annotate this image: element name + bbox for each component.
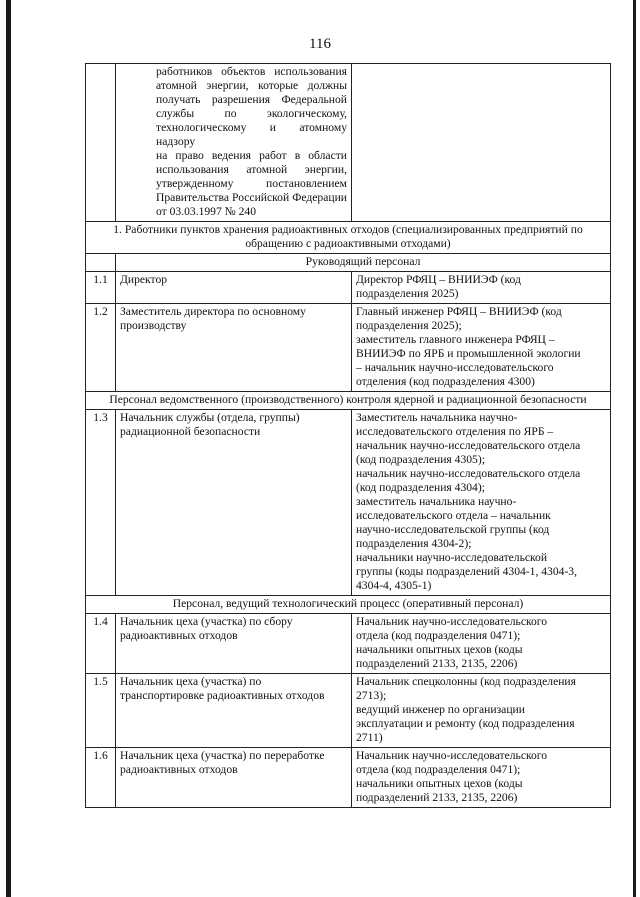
group-row xyxy=(86,392,611,410)
position-cell: Начальник цеха (участка) по переработке радиоактивных отходов xyxy=(116,748,352,808)
org-cell xyxy=(352,674,611,748)
continuation-line: работников объектов использования xyxy=(156,65,347,78)
row-number: 1.4 xyxy=(86,614,116,674)
group-control-title: Персонал ведомственного (производственного) контроля ядерной и радиационной безопасности xyxy=(86,392,611,410)
group-row xyxy=(86,596,611,614)
org-cell xyxy=(352,410,611,596)
table-row xyxy=(86,304,611,392)
position-cell: Заместитель директора по основному производству xyxy=(116,304,352,392)
scan-edge-left xyxy=(6,0,11,897)
continuation-line: от 03.03.1997 № 240 xyxy=(156,205,257,218)
org-line: Заместитель начальника научно- xyxy=(356,411,518,424)
org-line: подразделений 2133, 2135, 2206) xyxy=(356,657,518,670)
table-row xyxy=(86,614,611,674)
org-line: начальники научно-исследовательской xyxy=(356,551,548,564)
group-management-title: Руководящий персонал xyxy=(116,254,611,272)
org-line: начальник научно-исследовательского отдела xyxy=(356,467,581,480)
position-cell: Директор xyxy=(116,272,352,304)
continuation-cell xyxy=(116,64,352,222)
org-line: подразделения 2025) xyxy=(356,287,459,300)
org-line: заместитель начальника научно- xyxy=(356,495,517,508)
org-line: ВНИИЭФ по ЯРБ и промышленной экологии xyxy=(356,347,581,360)
org-line: исследовательского отделения по ЯРБ – xyxy=(356,425,554,438)
org-line: эксплуатации и ремонту (код подразделения xyxy=(356,717,575,730)
group-row xyxy=(86,254,611,272)
continuation-line: технологическому и атомному надзору xyxy=(156,121,347,148)
table-row xyxy=(86,748,611,808)
row-number: 1.3 xyxy=(86,410,116,596)
org-line: ведущий инженер по организации xyxy=(356,703,525,716)
row-number: 1.5 xyxy=(86,674,116,748)
scan-edge-right xyxy=(633,0,636,897)
org-line: подразделения 2025); xyxy=(356,319,462,332)
section-title-row xyxy=(86,222,611,254)
positions-table xyxy=(85,63,611,808)
continuation-line: утвержденному постановлением xyxy=(156,177,347,190)
org-line: подразделения 4304-2); xyxy=(356,537,472,550)
position-cell: Начальник цеха (участка) по сбору радиоактивных отходов xyxy=(116,614,352,674)
org-line: Начальник спецколонны (код подразделения xyxy=(356,675,576,688)
continuation-line: службы по экологическому, xyxy=(156,107,347,120)
org-cell xyxy=(352,64,611,222)
org-line: 2713); xyxy=(356,689,387,702)
num-cell xyxy=(86,64,116,222)
continuation-line: атомной энергии, которые должны xyxy=(156,79,347,92)
group-operational-title: Персонал, ведущий технологический процесс (оперативный персонал) xyxy=(86,596,611,614)
org-line: научно-исследовательской группы (код xyxy=(356,523,550,536)
org-line: 2711) xyxy=(356,731,383,744)
org-line: группы (коды подразделений 4304-1, 4304-3, xyxy=(356,565,577,578)
section-title: 1. Работники пунктов хранения радиоактивных отходов (специализированных предприятий по обращению с радиоактивными отходами) xyxy=(86,222,611,254)
continuation-line: использования атомной энергии, xyxy=(156,163,347,176)
org-line: отдела (код подразделения 0471); xyxy=(356,763,521,776)
num-cell xyxy=(86,254,116,272)
org-line: начальники опытных цехов (коды xyxy=(356,643,523,656)
table-row xyxy=(86,410,611,596)
org-line: 4304-4, 4305-1) xyxy=(356,579,432,592)
org-line: Начальник научно-исследовательского xyxy=(356,749,548,762)
org-cell xyxy=(352,304,611,392)
row-number: 1.1 xyxy=(86,272,116,304)
continuation-line: Правительства Российской Федерации xyxy=(156,191,347,204)
org-cell xyxy=(352,748,611,808)
row-number: 1.2 xyxy=(86,304,116,392)
org-cell xyxy=(352,272,611,304)
continuation-line: на право ведения работ в области xyxy=(156,149,347,162)
position-cell: Начальник цеха (участка) по транспортировке радиоактивных отходов xyxy=(116,674,352,748)
page-number: 116 xyxy=(309,36,331,52)
org-line: – начальник научно-исследовательского xyxy=(356,361,554,374)
table-row xyxy=(86,272,611,304)
org-cell xyxy=(352,614,611,674)
row-number: 1.6 xyxy=(86,748,116,808)
org-line: исследовательского отдела – начальник xyxy=(356,509,551,522)
org-line: начальник научно-исследовательского отдела xyxy=(356,439,581,452)
org-line: Директор РФЯЦ – ВНИИЭФ (код xyxy=(356,273,521,286)
table-row xyxy=(86,674,611,748)
org-line: заместитель главного инженера РФЯЦ – xyxy=(356,333,555,346)
org-line: отделения (код подразделения 4300) xyxy=(356,375,535,388)
org-line: (код подразделения 4305); xyxy=(356,453,485,466)
table-row xyxy=(86,64,611,222)
continuation-line: получать разрешения Федеральной xyxy=(156,93,347,106)
positions-table-body xyxy=(86,64,611,808)
org-line: (код подразделения 4304); xyxy=(356,481,485,494)
position-cell: Начальник службы (отдела, группы) радиационной безопасности xyxy=(116,410,352,596)
org-line: Начальник научно-исследовательского xyxy=(356,615,548,628)
org-line: начальники опытных цехов (коды xyxy=(356,777,523,790)
org-line: подразделений 2133, 2135, 2206) xyxy=(356,791,518,804)
org-line: Главный инженер РФЯЦ – ВНИИЭФ (код xyxy=(356,305,562,318)
org-line: отдела (код подразделения 0471); xyxy=(356,629,521,642)
